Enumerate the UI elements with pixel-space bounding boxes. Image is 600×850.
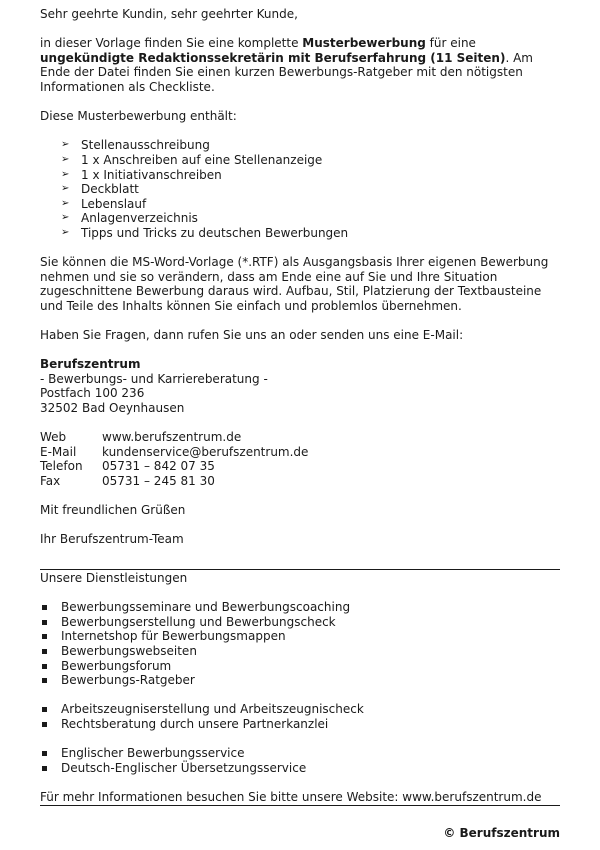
square-bullet-icon bbox=[42, 707, 47, 712]
service-list-item bbox=[40, 702, 560, 717]
contact-value-web[interactable]: www.berufszentrum.de bbox=[102, 430, 242, 445]
intro-text: in dieser Vorlage finden Sie eine komplette bbox=[40, 36, 303, 51]
square-bullet-icon bbox=[42, 678, 47, 683]
copyright: © Berufszentrum bbox=[443, 826, 560, 841]
square-bullet-icon bbox=[42, 634, 47, 639]
services-list bbox=[40, 702, 560, 731]
company-subtitle: - Bewerbungs- und Karriereberatung - bbox=[40, 371, 268, 386]
square-bullet-icon bbox=[42, 722, 47, 727]
service-item-text: Deutsch-Englischer Übersetzungsservice bbox=[61, 760, 307, 775]
arrow-bullet-icon: ➢ bbox=[61, 139, 70, 151]
service-item-text: Bewerbungserstellung und Bewerbungscheck bbox=[61, 614, 336, 629]
contents-item-text: Tipps und Tricks zu deutschen Bewerbungen bbox=[81, 225, 349, 240]
intro-text: . Am Ende der Datei finden Sie einen kurzen Bewerbungs-Ratgeber mit den nötigsten Informationen als Checkliste. bbox=[40, 50, 533, 94]
service-list-item bbox=[40, 659, 560, 674]
services-list bbox=[40, 600, 560, 688]
contents-item-text: Stellenausschreibung bbox=[81, 138, 210, 153]
contact-row-email bbox=[40, 445, 560, 460]
contents-heading: Diese Musterbewerbung enthält: bbox=[40, 109, 237, 124]
square-bullet-icon bbox=[42, 605, 47, 610]
contents-list-item bbox=[40, 182, 560, 197]
closing: Mit freundlichen Grüßen bbox=[40, 503, 186, 518]
contact-value-email[interactable]: kundenservice@berufszentrum.de bbox=[102, 444, 309, 459]
contact-label: Fax bbox=[40, 474, 61, 488]
contents-item-text: 1 x Anschreiben auf eine Stellenanzeige bbox=[81, 152, 323, 167]
greeting: Sehr geehrte Kundin, sehr geehrter Kunde, bbox=[40, 7, 298, 21]
footer-website-text[interactable]: Für mehr Informationen besuchen Sie bitte unsere Website: www.berufszentrum.de bbox=[40, 790, 560, 807]
contact-row-phone bbox=[40, 459, 560, 474]
arrow-bullet-icon: ➢ bbox=[61, 183, 70, 195]
document-page bbox=[40, 7, 560, 841]
service-item-text: Arbeitszeugniserstellung und Arbeitszeugnischeck bbox=[61, 702, 364, 717]
intro-bold-position: ungekündigte Redaktionssekretärin mit Berufserfahrung (11 Seiten) bbox=[40, 50, 506, 65]
contents-list bbox=[40, 138, 560, 240]
service-list-item bbox=[40, 746, 560, 761]
contents-list-item bbox=[40, 153, 560, 168]
intro-bold-musterbewerbung: Musterbewerbung bbox=[302, 36, 426, 51]
usage-paragraph: Sie können die MS-Word-Vorlage (*.RTF) als Ausgangsbasis Ihrer eigenen Bewerbung nehmen und sie so verändern, dass am Ende eine auf Sie und Ihre Situation zugeschnittene Bewerbung daraus wird. Aufbau, Stil, Platzierung der Textbausteine und Teile des Inhalts können Sie einfach und problemlos übernehmen. bbox=[40, 255, 549, 313]
divider-line bbox=[40, 569, 560, 570]
service-item-text: Rechtsberatung durch unsere Partnerkanzlei bbox=[61, 716, 329, 731]
service-list-item bbox=[40, 717, 560, 732]
contents-item-text: 1 x Initiativanschreiben bbox=[81, 167, 222, 182]
contents-list-item bbox=[40, 197, 560, 212]
contact-value-phone: 05731 – 842 07 35 bbox=[102, 459, 215, 474]
contents-item-text: Anlagenverzeichnis bbox=[81, 211, 198, 226]
service-list-item bbox=[40, 644, 560, 659]
arrow-bullet-icon: ➢ bbox=[61, 212, 70, 224]
service-list-item bbox=[40, 761, 560, 776]
service-item-text: Bewerbungsforum bbox=[61, 658, 172, 673]
square-bullet-icon bbox=[42, 620, 47, 625]
city: 32502 Bad Oeynhausen bbox=[40, 401, 185, 416]
contact-label: Web bbox=[40, 430, 67, 445]
contact-label: E-Mail bbox=[40, 444, 77, 459]
contents-item-text: Deckblatt bbox=[81, 182, 139, 197]
service-list-item bbox=[40, 600, 560, 615]
questions-text: Haben Sie Fragen, dann rufen Sie uns an oder senden uns eine E-Mail: bbox=[40, 328, 464, 343]
contents-list-item bbox=[40, 168, 560, 183]
contents-list-item bbox=[40, 226, 560, 241]
signature: Ihr Berufszentrum-Team bbox=[40, 532, 184, 547]
service-list-item bbox=[40, 673, 560, 688]
service-list-item bbox=[40, 615, 560, 630]
contact-row-web bbox=[40, 430, 560, 445]
square-bullet-icon bbox=[42, 751, 47, 756]
arrow-bullet-icon: ➢ bbox=[61, 226, 70, 238]
address-block bbox=[40, 357, 560, 415]
service-item-text: Internetshop für Bewerbungsmappen bbox=[61, 629, 286, 644]
square-bullet-icon bbox=[42, 649, 47, 654]
intro-paragraph bbox=[40, 36, 560, 94]
arrow-bullet-icon: ➢ bbox=[61, 197, 70, 209]
intro-text: für eine bbox=[425, 36, 476, 51]
arrow-bullet-icon: ➢ bbox=[61, 168, 70, 180]
service-item-text: Bewerbungswebseiten bbox=[61, 643, 197, 658]
service-list-item bbox=[40, 629, 560, 644]
service-item-text: Bewerbungsseminare und Bewerbungscoaching bbox=[61, 600, 351, 615]
services-list bbox=[40, 746, 560, 775]
square-bullet-icon bbox=[42, 664, 47, 669]
po-box: Postfach 100 236 bbox=[40, 386, 145, 401]
square-bullet-icon bbox=[42, 766, 47, 771]
service-item-text: Bewerbungs-Ratgeber bbox=[61, 673, 195, 688]
contents-list-item bbox=[40, 211, 560, 226]
contents-list-item bbox=[40, 138, 560, 153]
arrow-bullet-icon: ➢ bbox=[61, 153, 70, 165]
contact-row-fax bbox=[40, 474, 560, 489]
contact-value-fax: 05731 – 245 81 30 bbox=[102, 474, 215, 488]
contact-label: Telefon bbox=[40, 459, 83, 474]
services-heading: Unsere Dienstleistungen bbox=[40, 570, 188, 585]
contact-block bbox=[40, 430, 560, 488]
contents-item-text: Lebenslauf bbox=[81, 196, 147, 211]
company-name: Berufszentrum bbox=[40, 357, 141, 372]
service-item-text: Englischer Bewerbungsservice bbox=[61, 746, 245, 761]
